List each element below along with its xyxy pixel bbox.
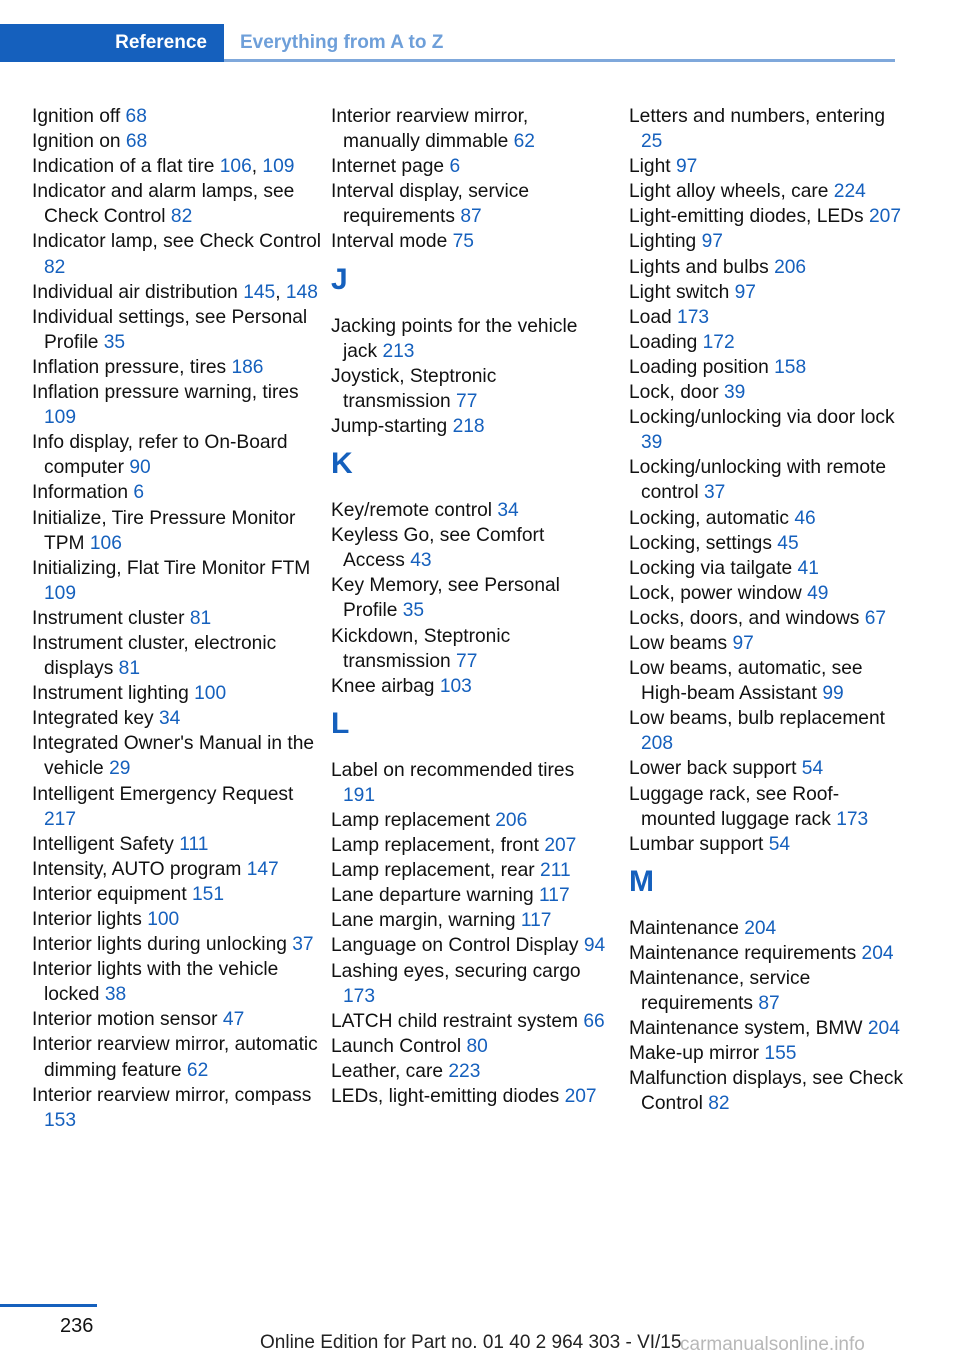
- index-letter-heading: J: [331, 262, 348, 296]
- index-entry-term: Locking/unlocking with remote control: [629, 457, 887, 504]
- page-reference-link[interactable]: 87: [758, 993, 780, 1015]
- index-entry: [629, 706, 907, 756]
- index-entry-term: Maintenance system, BMW: [629, 1018, 863, 1040]
- page-reference-link[interactable]: 68: [125, 106, 147, 127]
- index-entry-term: Maintenance requirements: [629, 942, 857, 964]
- index-entry: [32, 782, 322, 832]
- page-reference-link[interactable]: 62: [513, 131, 535, 153]
- index-entry-term: Knee airbag: [331, 675, 435, 697]
- page-reference-link[interactable]: 29: [109, 758, 131, 780]
- index-entry: [629, 330, 907, 355]
- index-entry-term: Interval mode: [331, 231, 448, 253]
- index-entry-term: Joystick, Steptronic transmission: [331, 365, 497, 412]
- index-entry: [32, 731, 322, 781]
- index-entry: Individual air distribution 145, 148: [32, 281, 318, 303]
- index-entry: [32, 1083, 322, 1133]
- page-reference-link[interactable]: 207: [544, 835, 577, 857]
- page-reference-link[interactable]: 90: [129, 457, 151, 479]
- index-entry: [629, 1016, 907, 1041]
- index-entry: [32, 556, 322, 606]
- index-entry-term: Interior lights: [32, 909, 142, 930]
- index-entry-term: Lane margin, warning: [331, 910, 516, 932]
- page-reference-link[interactable]: 211: [540, 860, 571, 882]
- footer-edition: Online Edition for Part no. 01 40 2 964 303 - VI/15: [260, 1332, 682, 1353]
- index-entry: [629, 756, 907, 781]
- index-entry-term: Inflation pressure, tires: [32, 356, 227, 378]
- page-reference-link[interactable]: 81: [118, 658, 141, 680]
- index-entry-term: Low beams: [629, 632, 728, 654]
- index-entry-term: Locking, automatic: [629, 507, 789, 529]
- page-reference-link[interactable]: 173: [836, 808, 869, 830]
- index-entry: [331, 314, 609, 364]
- page-reference-link[interactable]: 35: [103, 331, 126, 353]
- index-entry: [32, 706, 322, 731]
- page-reference-link[interactable]: 62: [186, 1059, 209, 1081]
- index-entry-term: Individual settings, see Personal Profile: [32, 306, 308, 353]
- index-entry: [331, 1059, 609, 1084]
- index-entry-term: Lashing eyes, securing cargo: [331, 960, 581, 982]
- page-reference-link[interactable]: 172: [702, 331, 735, 353]
- page-reference-link[interactable]: 208: [641, 733, 674, 755]
- page-reference-link[interactable]: 217: [44, 808, 77, 830]
- page-reference-link[interactable]: 94: [583, 935, 606, 957]
- index-entry: [331, 808, 609, 833]
- index-entry-term: Lighting: [629, 231, 697, 253]
- index-entry-term: Interior rearview mirror, manually dimmable: [331, 106, 529, 153]
- page-reference-link[interactable]: 39: [723, 382, 746, 404]
- page-reference-link[interactable]: 80: [466, 1035, 488, 1057]
- page-reference-link[interactable]: 109: [44, 407, 77, 429]
- index-entry: [629, 656, 907, 706]
- index-entry: [629, 154, 907, 179]
- index-entry: [331, 573, 609, 623]
- index-entry-term: Interior rearview mirror, automatic dimming feature: [32, 1034, 318, 1081]
- index-entry-term: Maintenance: [629, 917, 739, 939]
- index-entry-term: Letters and numbers, entering: [629, 106, 885, 127]
- index-entry: [331, 858, 609, 883]
- index-entry: [331, 758, 609, 808]
- page-reference-link[interactable]: 204: [744, 917, 777, 939]
- index-entry: [32, 681, 322, 706]
- index-entry: [331, 833, 609, 858]
- page-header: [0, 24, 895, 62]
- page-reference-link[interactable]: 204: [867, 1018, 900, 1040]
- index-entry: [331, 674, 609, 699]
- page-reference-link[interactable]: 147: [246, 858, 279, 880]
- page-reference-link[interactable]: 66: [583, 1010, 605, 1032]
- index-entry-term: Intelligent Safety: [32, 833, 174, 855]
- index-entry: [331, 883, 609, 908]
- index-entry-term: Low beams, bulb replacement: [629, 708, 885, 730]
- page-reference-link[interactable]: 34: [158, 708, 181, 730]
- index-column-1: [32, 104, 322, 1133]
- index-entry-term: Lights and bulbs: [629, 256, 769, 278]
- page-reference-link[interactable]: 117: [520, 910, 552, 932]
- index-entry-term: Light-emitting diodes, LEDs: [629, 206, 864, 228]
- page-reference-link[interactable]: 54: [801, 758, 824, 780]
- page-reference-link[interactable]: 6: [449, 156, 461, 178]
- index-entry-term: Information: [32, 482, 128, 504]
- page-reference-link[interactable]: 77: [456, 390, 478, 412]
- page-reference-link[interactable]: 37: [292, 934, 314, 956]
- index-entry-term: Individual air distribution: [32, 281, 238, 303]
- page-reference-link[interactable]: 148: [285, 281, 318, 303]
- page-reference-link[interactable]: 204: [861, 942, 894, 964]
- index-entry-term: Kickdown, Steptronic transmission: [331, 625, 511, 672]
- index-entry: [629, 179, 907, 204]
- page-reference-link[interactable]: 155: [764, 1043, 797, 1065]
- index-entry: [331, 1084, 609, 1109]
- page-reference-link[interactable]: 81: [189, 607, 212, 629]
- page-reference-link[interactable]: 106: [89, 532, 122, 554]
- index-entry-term: LEDs, light-emitting diodes: [331, 1086, 560, 1107]
- index-entry-term: Indicator lamp, see Check Control: [32, 231, 322, 253]
- index-entry: [331, 624, 609, 674]
- page-reference-link[interactable]: 213: [382, 340, 415, 362]
- page-reference-link[interactable]: 97: [734, 281, 756, 303]
- index-entry-term: Low beams, automatic, see High-beam Assistant: [629, 658, 863, 705]
- index-entry: [629, 631, 907, 656]
- index-entry-term: Lamp replacement, rear: [331, 860, 535, 882]
- index-entry-term: Info display, refer to On-Board computer: [32, 432, 288, 479]
- index-entry-term: Label on recommended tires: [331, 759, 575, 781]
- index-entry-term: Interval display, service requirements: [331, 181, 529, 228]
- index-entry-term: Light alloy wheels, care: [629, 181, 829, 203]
- page-reference-link[interactable]: 111: [179, 833, 209, 855]
- index-entry-term: Loading: [629, 331, 698, 353]
- index-entry: [629, 916, 907, 941]
- page-reference-link[interactable]: 97: [701, 231, 723, 253]
- index-entry: [32, 305, 322, 355]
- index-entry-term: Locking/unlocking via door lock: [629, 407, 895, 429]
- index-letter-heading: L: [331, 706, 350, 740]
- index-entry-term: Instrument lighting: [32, 683, 189, 705]
- header-rule: [224, 59, 895, 62]
- index-entry: [32, 355, 322, 380]
- page-reference-link[interactable]: 67: [864, 607, 887, 629]
- page-reference-link[interactable]: 223: [448, 1060, 481, 1082]
- page-reference-link[interactable]: 82: [44, 256, 66, 278]
- page-reference-link[interactable]: 173: [343, 985, 376, 1007]
- index-entry-term: Lamp replacement: [331, 809, 490, 831]
- index-entry-term: Indication of a flat tire: [32, 156, 215, 178]
- page-reference-link[interactable]: 117: [539, 885, 570, 907]
- page-reference-link[interactable]: 206: [495, 809, 528, 831]
- page-reference-link[interactable]: 153: [44, 1109, 77, 1131]
- index-entry: [331, 498, 609, 523]
- index-entry: [629, 305, 907, 330]
- chapter-title[interactable]: Everything from A to Z: [240, 32, 444, 53]
- page-reference-link[interactable]: 207: [868, 206, 901, 228]
- page-reference-link[interactable]: 224: [833, 181, 866, 203]
- index-entry-term: Interior motion sensor: [32, 1009, 218, 1031]
- index-entry-term: Instrument cluster, electronic displays: [32, 632, 277, 680]
- page-reference-link[interactable]: 207: [564, 1086, 597, 1107]
- index-entry: [331, 229, 609, 254]
- index-entry: [32, 932, 322, 957]
- index-entry: [32, 857, 322, 882]
- index-entry-term: Integrated Owner's Manual in the vehicle: [32, 733, 315, 780]
- index-entry-term: Luggage rack, see Roof-mounted luggage rack: [629, 783, 840, 830]
- index-entry: [32, 430, 322, 480]
- index-entry: [629, 1066, 907, 1116]
- index-entry-term: Interior equipment: [32, 883, 187, 905]
- index-entry-term: Lower back support: [629, 758, 797, 780]
- index-entry-term: Lamp replacement, front: [331, 835, 539, 857]
- page-reference-link[interactable]: 25: [641, 131, 663, 153]
- index-entry-term: Malfunction displays, see Check Control: [629, 1068, 904, 1115]
- index-entry: [629, 941, 907, 966]
- index-entry: Indication of a flat tire 106, 109: [32, 156, 295, 178]
- page-reference-link[interactable]: 49: [807, 582, 829, 604]
- index-entry-term: Initialize, Tire Pressure Monitor TPM: [32, 507, 296, 554]
- page-reference-link[interactable]: 145: [243, 281, 276, 303]
- index-entry-term: Intensity, AUTO program: [32, 858, 242, 880]
- index-entry: [32, 480, 322, 505]
- index-entry-term: Indicator and alarm lamps, see Check Control: [32, 181, 295, 228]
- page-reference-link[interactable]: 34: [497, 500, 519, 522]
- watermark: carmanualsonline.info: [680, 1334, 865, 1355]
- index-entry: [629, 531, 907, 556]
- index-entry: [331, 908, 609, 933]
- index-entry: [629, 229, 907, 254]
- index-entry-term: Jacking points for the vehicle jack: [331, 315, 578, 362]
- page-reference-link[interactable]: 6: [133, 482, 144, 504]
- index-entry-term: Interior lights with the vehicle locked: [32, 959, 279, 1006]
- index-letter-heading: K: [331, 447, 353, 481]
- index-entry: [629, 581, 907, 606]
- page-reference-link[interactable]: 186: [231, 356, 264, 378]
- index-entry: [32, 506, 322, 556]
- page-reference-link[interactable]: 109: [262, 156, 295, 178]
- index-entry-term: Lock, door: [629, 382, 719, 404]
- index-entry: [32, 631, 322, 681]
- index-entry-term: Ignition off: [32, 106, 121, 127]
- index-entry: [32, 380, 322, 430]
- page-reference-link[interactable]: 35: [402, 600, 425, 622]
- index-entry: [331, 1034, 609, 1059]
- index-entry-term: Load: [629, 306, 672, 328]
- index-entry: [629, 405, 907, 455]
- index-entry: [32, 832, 322, 857]
- index-entry: [331, 414, 609, 439]
- index-entry-term: Key/remote control: [331, 500, 493, 522]
- index-entry-term: LATCH child restraint system: [331, 1010, 579, 1032]
- index-entry: [32, 1032, 322, 1082]
- index-entry: [629, 832, 907, 857]
- page-reference-link[interactable]: 191: [343, 784, 376, 806]
- index-entry: [32, 882, 322, 907]
- index-entry: [331, 154, 609, 179]
- page-reference-link[interactable]: 54: [768, 833, 791, 855]
- index-entry: [331, 364, 609, 414]
- index-entry: [32, 229, 322, 279]
- index-column-2: [331, 104, 609, 1109]
- index-entry-term: Ignition on: [32, 131, 121, 153]
- index-entry: [331, 104, 609, 154]
- index-entry-term: Jump-starting: [331, 415, 448, 437]
- page-reference-link[interactable]: 45: [777, 532, 799, 554]
- page-reference-link[interactable]: 158: [774, 356, 807, 378]
- page-reference-link[interactable]: 39: [641, 432, 663, 454]
- page-number: 236: [60, 1315, 94, 1337]
- index-entry-term: Inflation pressure warning, tires: [32, 382, 299, 404]
- page-reference-link[interactable]: 38: [104, 984, 127, 1006]
- page-reference-link[interactable]: 100: [194, 683, 227, 705]
- index-entry-term: Keyless Go, see Comfort Access: [331, 525, 545, 572]
- index-entry-term: Light switch: [629, 281, 730, 303]
- index-entry: [629, 204, 907, 229]
- index-entry: [331, 179, 609, 229]
- index-entry-term: Initializing, Flat Tire Monitor FTM: [32, 557, 311, 579]
- page-reference-link[interactable]: 151: [192, 883, 225, 905]
- index-entry: [629, 455, 907, 505]
- index-entry-term: Internet page: [331, 156, 445, 178]
- index-entry: [331, 523, 609, 573]
- page-reference-link[interactable]: 97: [732, 632, 754, 654]
- index-entry-term: Locking via tailgate: [629, 557, 793, 579]
- index-entry: [331, 959, 609, 1009]
- index-entry-term: Maintenance, service requirements: [629, 968, 811, 1015]
- index-entry-term: Lock, power window: [629, 582, 802, 604]
- footer-accent-bar: [0, 1304, 97, 1307]
- index-entry: [32, 129, 322, 154]
- page-reference-link[interactable]: 103: [439, 675, 472, 697]
- index-entry: [32, 104, 322, 129]
- index-entry-term: Lane departure warning: [331, 885, 534, 907]
- index-entry: [629, 556, 907, 581]
- index-entry: [629, 380, 907, 405]
- page-reference-link[interactable]: 100: [147, 909, 180, 930]
- index-entry: [629, 255, 907, 280]
- page-reference-link[interactable]: 82: [708, 1093, 730, 1115]
- index-entry-term: Launch Control: [331, 1035, 462, 1057]
- page-reference-link[interactable]: 173: [677, 306, 710, 328]
- index-entry-term: Leather, care: [331, 1060, 444, 1082]
- page-reference-link[interactable]: 41: [797, 557, 819, 579]
- page-reference-link[interactable]: 99: [822, 683, 844, 705]
- page-reference-link[interactable]: 218: [452, 415, 485, 437]
- index-entry: [629, 966, 907, 1016]
- index-entry-term: Integrated key: [32, 708, 154, 730]
- index-entry: [32, 179, 322, 229]
- index-entry: [629, 355, 907, 380]
- index-entry: [629, 1041, 907, 1066]
- page-reference-link[interactable]: 46: [794, 507, 816, 529]
- page-reference-link[interactable]: 77: [456, 650, 478, 672]
- index-entry-term: Loading position: [629, 356, 769, 378]
- page-reference-link[interactable]: 75: [452, 231, 474, 253]
- section-tab-reference[interactable]: Reference: [0, 24, 224, 62]
- index-entry-term: Lumbar support: [629, 833, 764, 855]
- index-entry: [629, 104, 907, 154]
- index-entry-term: Make-up mirror: [629, 1043, 760, 1065]
- index-entry: [32, 1007, 322, 1032]
- index-entry-term: Interior lights during unlocking: [32, 934, 287, 956]
- index-entry: [32, 606, 322, 631]
- index-entry-term: Light: [629, 156, 671, 178]
- index-entry-term: Locking, settings: [629, 532, 772, 554]
- index-entry: [629, 782, 907, 832]
- index-letter-heading: M: [629, 864, 654, 898]
- index-entry: [331, 1009, 609, 1034]
- index-entry: [331, 933, 609, 958]
- index-entry-term: Language on Control Display: [331, 935, 579, 957]
- index-entry: [629, 606, 907, 631]
- page-reference-link[interactable]: 206: [774, 256, 807, 278]
- index-entry: [629, 506, 907, 531]
- page-reference-link[interactable]: 47: [222, 1009, 245, 1031]
- page-reference-link[interactable]: 68: [125, 131, 148, 153]
- page-reference-link[interactable]: 87: [460, 206, 482, 228]
- index-entry-term: Intelligent Emergency Request: [32, 783, 294, 805]
- index-column-3: [629, 104, 907, 1117]
- page-reference-link[interactable]: 82: [170, 206, 193, 228]
- index-entry: [32, 907, 322, 932]
- page-reference-link[interactable]: 37: [703, 482, 726, 504]
- index-entry-term: Instrument cluster: [32, 607, 185, 629]
- page-reference-link[interactable]: 109: [44, 582, 77, 604]
- page-reference-link[interactable]: 97: [675, 156, 698, 178]
- index-entry: [629, 280, 907, 305]
- index-entry-term: Interior rearview mirror, compass: [32, 1084, 312, 1106]
- page-reference-link[interactable]: 106: [219, 156, 252, 178]
- page-reference-link[interactable]: 43: [410, 550, 432, 572]
- index-entry-term: Locks, doors, and windows: [629, 607, 860, 629]
- index-entry: [32, 957, 322, 1007]
- index-entry-term: Key Memory, see Personal Profile: [331, 575, 560, 622]
